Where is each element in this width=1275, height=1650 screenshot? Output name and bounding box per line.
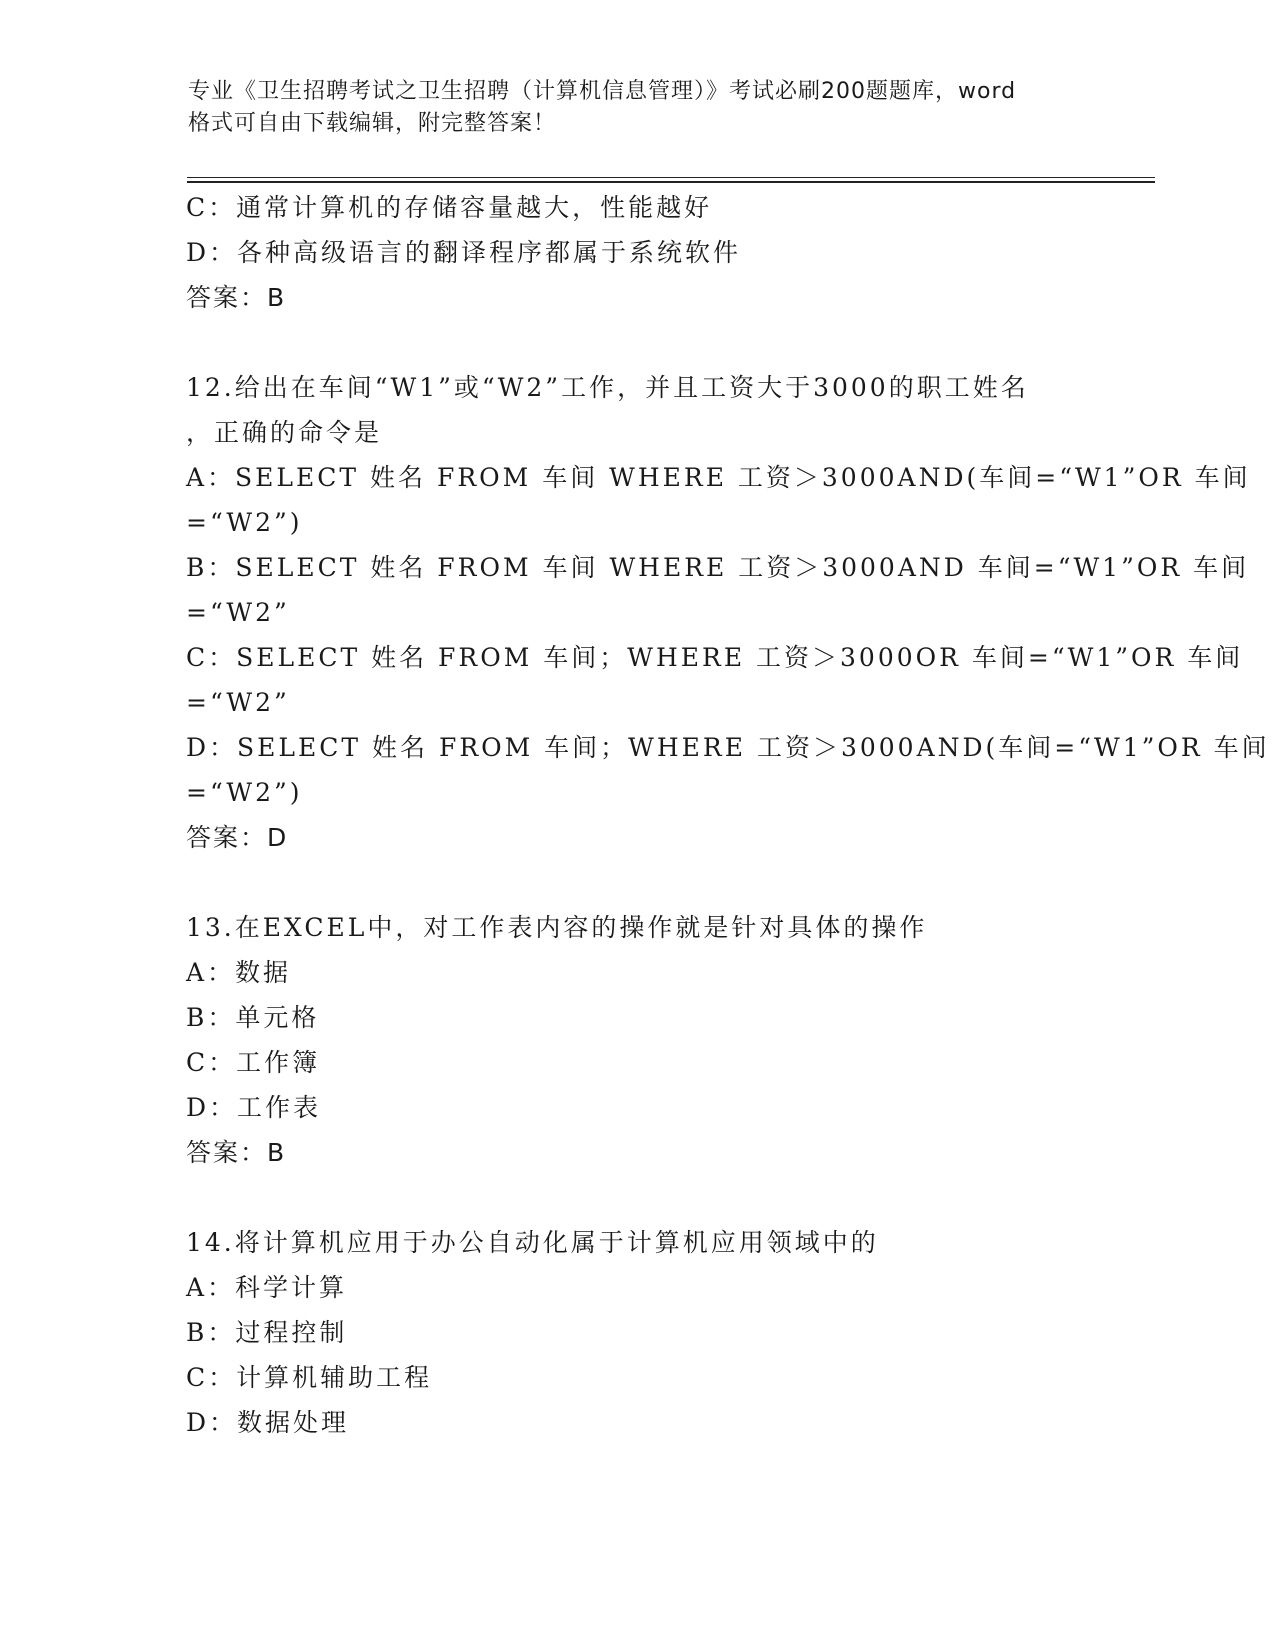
q13-option-a: A：数据 bbox=[186, 958, 292, 987]
header-line-2: 格式可自由下载编辑，附完整答案！ bbox=[188, 111, 557, 136]
q14-option-d: D：数据处理 bbox=[186, 1408, 350, 1437]
q12-stem-line-2: ，正确的命令是 bbox=[186, 418, 383, 447]
header-line-1: 专业《卫生招聘考试之卫生招聘（计算机信息管理）》考试必刷200题题库，word bbox=[188, 79, 1017, 104]
q12-option-d-line-1: D：SELECT 姓名 FROM 车间；WHERE 工资＞3000AND(车间=“W1”OR 车间 bbox=[186, 733, 1270, 762]
q11-answer: 答案：B bbox=[186, 283, 287, 312]
q12-option-b-line-2: =“W2” bbox=[186, 598, 290, 627]
q12-option-c-line-1: C：SELECT 姓名 FROM 车间；WHERE 工资＞3000OR 车间=“W1”OR 车间 bbox=[186, 643, 1244, 672]
header-divider-bottom bbox=[187, 181, 1155, 183]
q13-option-b: B：单元格 bbox=[186, 1003, 320, 1032]
q12-option-a-line-1: A：SELECT 姓名 FROM 车间 WHERE 工资＞3000AND(车间=“W1”OR 车间 bbox=[186, 463, 1251, 492]
header-divider-top bbox=[187, 177, 1155, 178]
q14-option-c: C：计算机辅助工程 bbox=[186, 1363, 433, 1392]
q11-option-d: D：各种高级语言的翻译程序都属于系统软件 bbox=[186, 238, 742, 267]
q12-stem-line-1: 12.给出在车间“W1”或“W2”工作，并且工资大于3000的职工姓名 bbox=[186, 373, 1029, 402]
q12-option-b-line-1: B：SELECT 姓名 FROM 车间 WHERE 工资＞3000AND 车间=“W1”OR 车间 bbox=[186, 553, 1250, 582]
q12-option-a-line-2: =“W2”) bbox=[186, 508, 303, 537]
q11-option-c: C：通常计算机的存储容量越大，性能越好 bbox=[186, 193, 713, 222]
q14-option-b: B：过程控制 bbox=[186, 1318, 348, 1347]
document-header bbox=[188, 76, 1088, 140]
q14-option-a: A：科学计算 bbox=[186, 1273, 348, 1302]
q12-option-c-line-2: =“W2” bbox=[186, 688, 290, 717]
q13-option-c: C：工作簿 bbox=[186, 1048, 321, 1077]
q13-stem: 13.在EXCEL中，对工作表内容的操作就是针对具体的操作 bbox=[186, 913, 928, 942]
q13-answer: 答案：B bbox=[186, 1138, 287, 1167]
q12-option-d-line-2: =“W2”) bbox=[186, 778, 303, 807]
q14-stem: 14.将计算机应用于办公自动化属于计算机应用领域中的 bbox=[186, 1228, 879, 1257]
q13-option-d: D：工作表 bbox=[186, 1093, 322, 1122]
q12-answer: 答案：D bbox=[186, 823, 289, 852]
